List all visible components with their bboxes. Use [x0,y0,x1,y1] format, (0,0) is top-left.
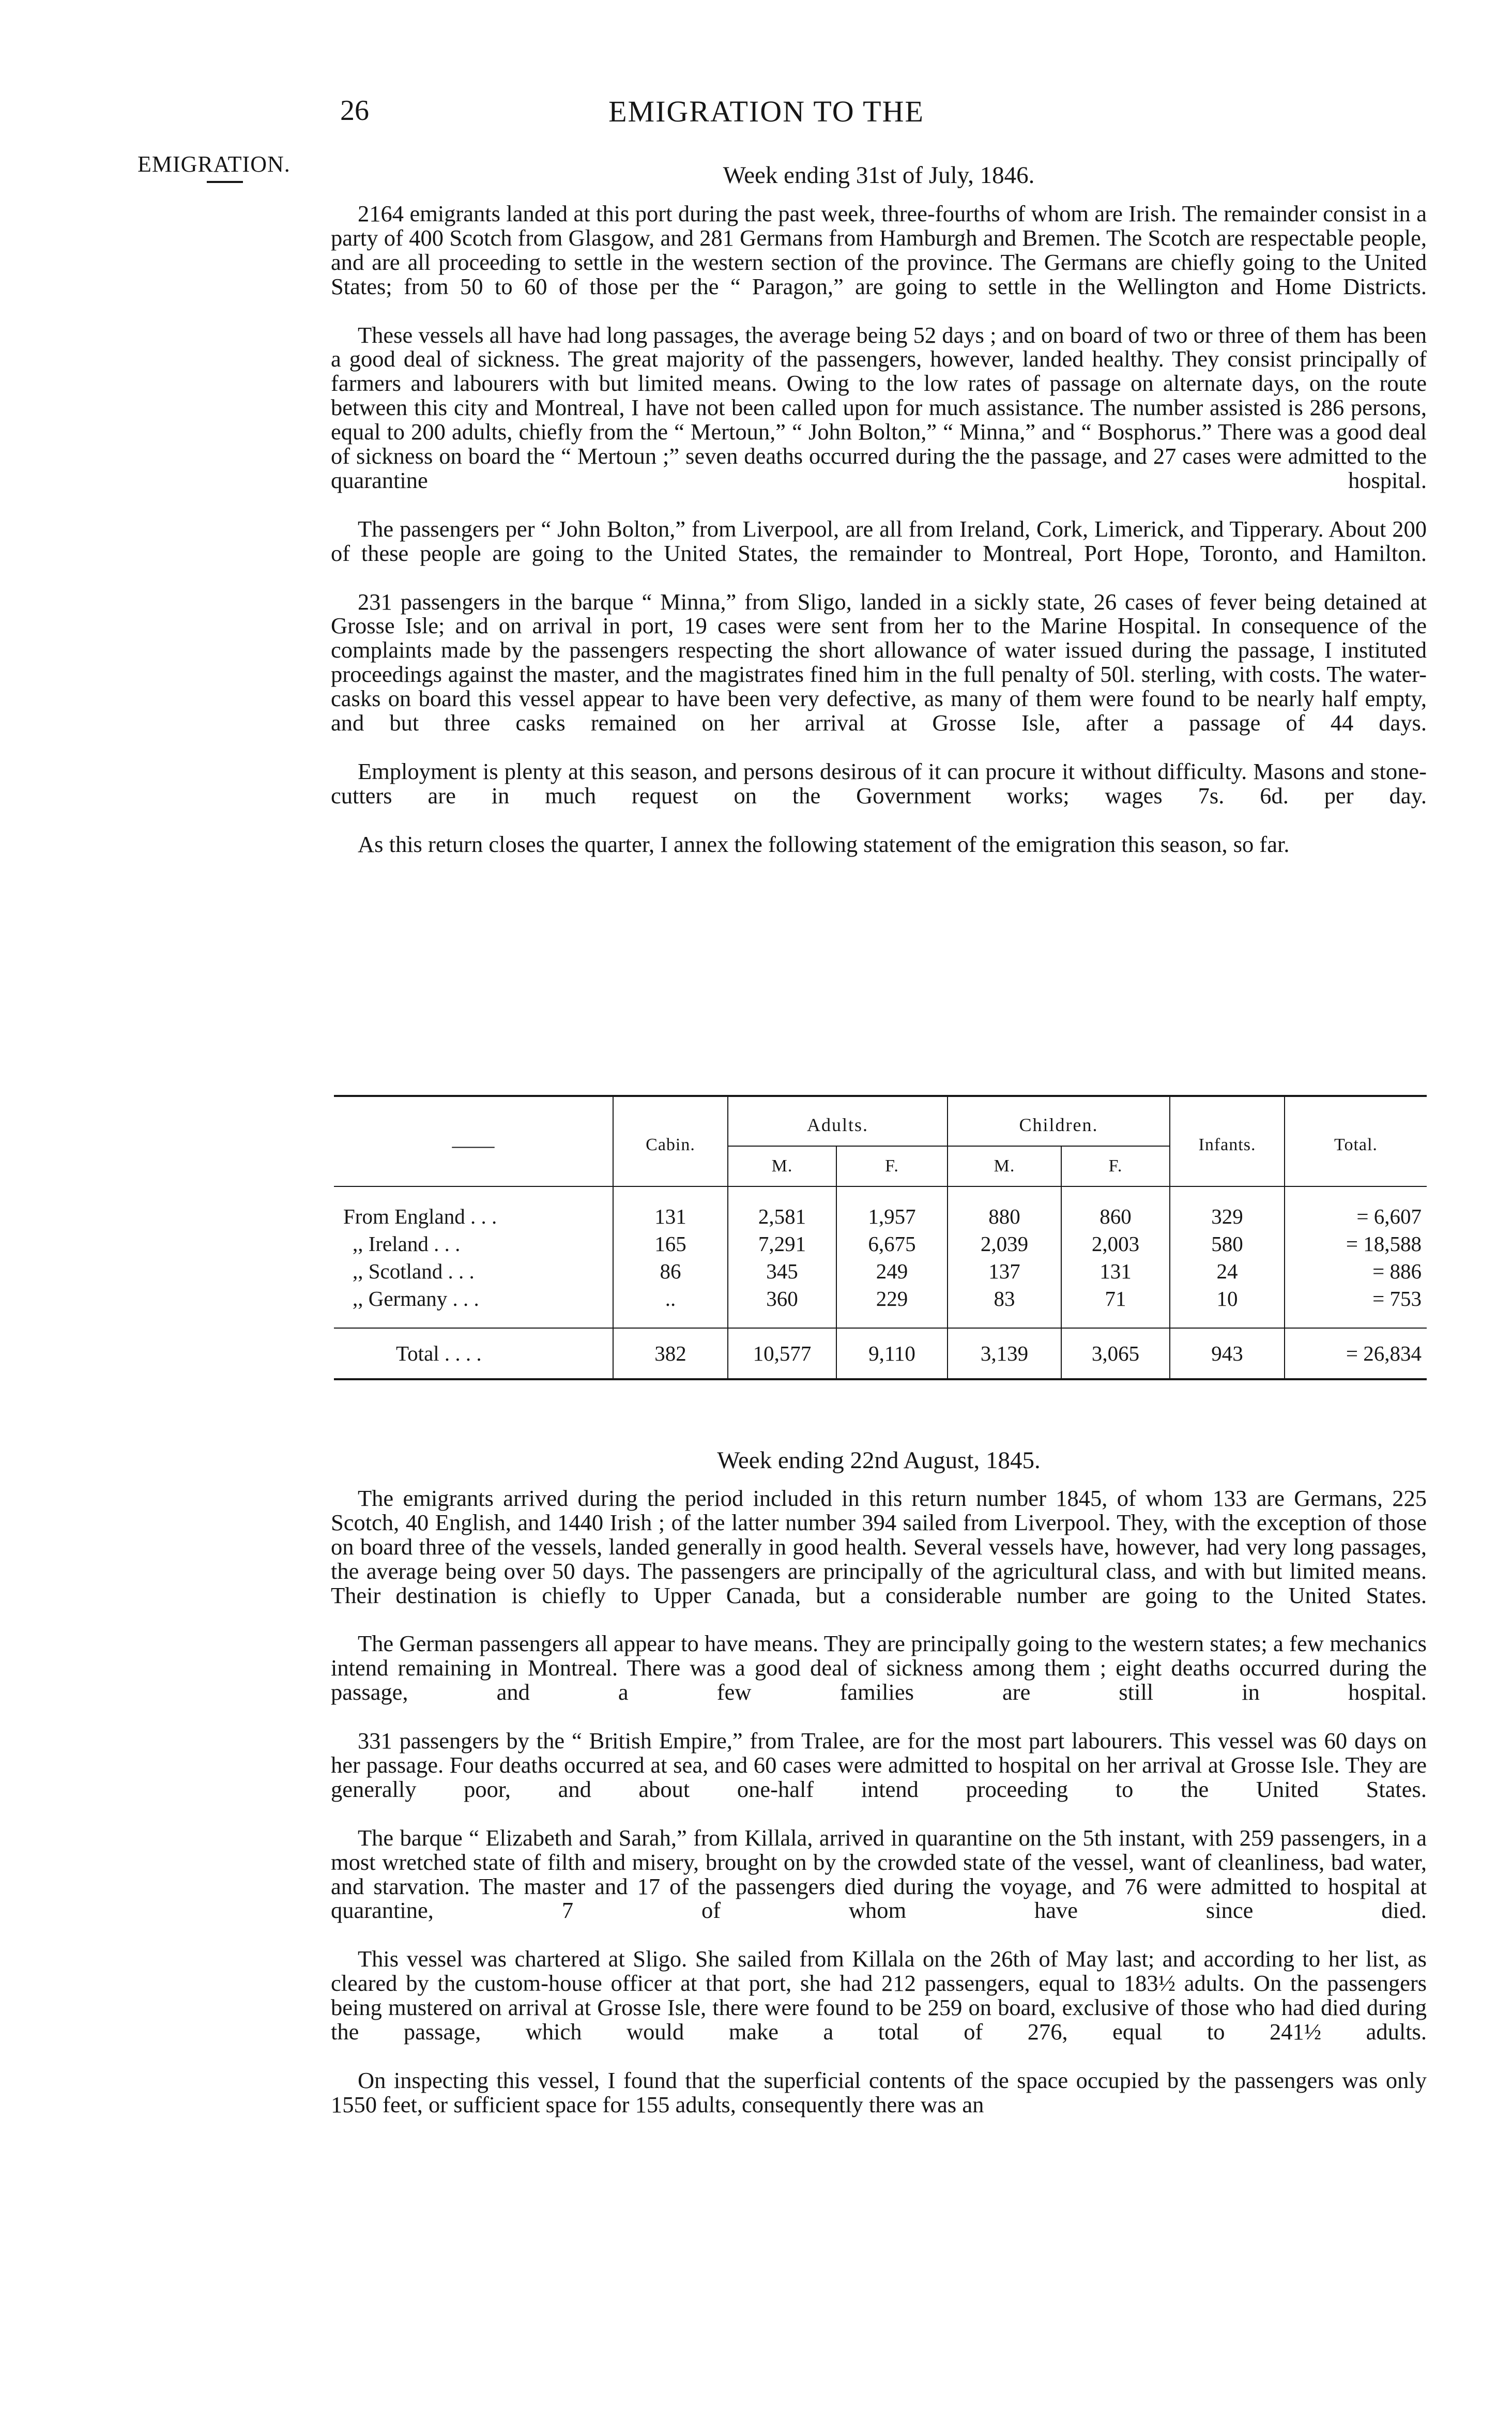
infants-cell: 10 [1170,1285,1285,1312]
paragraph: 331 passengers by the “ British Empire,” from Tralee, are for the most part labourers. This vessel was 60 days on her passage. Four deaths occurred at sea, and 60 cases were admitted to hospital on her arrival at Grosse Isle. They are generally poor, and about one-half intend proceeding to the United States. [331,1728,1427,1802]
section-july-1846-body [331,202,1427,856]
row-label: ,, Ireland . . . [353,1231,461,1256]
children-male-total: 3,139 [948,1328,1061,1379]
table-row [334,1285,1427,1312]
children-male-cell: 83 [948,1285,1061,1312]
cabin-cell: .. [613,1285,728,1312]
adults-male-total: 10,577 [728,1328,836,1379]
total-cell: = 6,607 [1285,1202,1427,1230]
children-female-cell: 860 [1061,1202,1170,1230]
children-male-cell: 2,039 [948,1230,1061,1257]
table-row [334,1230,1427,1257]
adults-female-total: 9,110 [836,1328,948,1379]
adults-male-cell: 345 [728,1257,836,1285]
cabin-cell: 131 [613,1202,728,1230]
stub-header: —— [452,1133,495,1157]
cabin-cell: 86 [613,1257,728,1285]
row-label: ,, Germany . . . [353,1286,479,1310]
paragraph: The passengers per “ John Bolton,” from Liverpool, are all from Ireland, Cork, Limerick, and Tipperary. About 200 of these people are going to the United States, the remainder to Montreal, Port Hope, Toronto, and Hamilton. [331,515,1427,566]
adults-female-header: F. [836,1146,948,1186]
total-row-label: Total . . . . [334,1328,613,1379]
adults-male-header: M. [728,1146,836,1186]
adults-male-cell: 7,291 [728,1230,836,1257]
adults-header: Adults. [728,1097,948,1146]
paragraph: As this return closes the quarter, I annex the following statement of the emigration this season, so far. [358,831,1290,857]
table-row [334,1202,1427,1230]
paragraph: These vessels all have had long passages, the average being 52 days ; and on board of two or three of them has been a good deal of sickness. The great majority of the passengers, however, landed healthy. They consist principally of farmers and labourers with but limited means. Owing to the low rates of passage on alternate days, on the route between this city and Montreal, I have not been called upon for much assistance. The number assisted is 286 persons, equal to 200 adults, chiefly from the “ Mertoun,” “ John Bolton,” “ Minna,” and “ Bosphorus.” There was a good deal of sickness on board the “ Mertoun ;” seven deaths occurred during the the passage, and 27 cases were admitted to the quarantine hospital. [331,322,1427,493]
total-row [334,1328,1427,1379]
paragraph: The emigrants arrived during the period included in this return number 1845, of whom 133 are Germans, 225 Scotch, 40 English, and 1440 Irish ; of the latter number 394 sailed from Liverpool. They, with the exception of those on board three of the vessels, landed generally in good health. Several vessels have, however, had very long passages, the average being over 50 days. The passengers are principally of the agricultural class, and with but limited means. Their destination is chiefly to Upper Canada, but a considerable number are going to the United States. [331,1485,1427,1608]
infants-cell: 24 [1170,1257,1285,1285]
infants-total: 943 [1170,1328,1285,1379]
total-cell: = 886 [1285,1257,1427,1285]
total-cell: = 753 [1285,1285,1427,1312]
paragraph: 2164 emigrants landed at this port during the past week, three-fourths of whom are Irish. The remainder consist in a party of 400 Scotch from Glasgow, and 281 Germans from Hamburgh and Bremen. The Scotch are respectable people, and are all proceeding to settle in the western section of the province. The Germans are chiefly going to the United States; from 50 to 60 of those per the “ Paragon,” are going to settle in the Wellington and Home Districts. [331,201,1427,299]
emigration-statement-table [334,1095,1427,1380]
cabin-header: Cabin. [613,1097,728,1186]
paragraph: On inspecting this vessel, I found that the superficial contents of the space occupied by the passengers was only 1550 feet, or sufficient space for 155 adults, consequently there was an [331,2067,1427,2117]
children-female-header: F. [1061,1146,1170,1186]
section-heading-august-1845: Week ending 22nd August, 1845. [717,1447,1041,1474]
paragraph: Employment is plenty at this season, and persons desirous of it can procure it without difficulty. Masons and stone-cutters are in much request on the Government works; wages 7s. 6d. per day. [331,758,1427,809]
adults-female-cell: 249 [836,1257,948,1285]
paragraph: The barque “ Elizabeth and Sarah,” from Killala, arrived in quarantine on the 5th instant, with 259 passengers, in a most wretched state of filth and misery, brought on by the crowded state of the vessel, want of cleanliness, bad water, and starvation. The master and 17 of the passengers died during the voyage, and 76 were admitted to hospital at quarantine, 7 of whom have since died. [331,1824,1427,1924]
paragraph: 231 passengers in the barque “ Minna,” from Sligo, landed in a sickly state, 26 cases of fever being detained at Grosse Isle; and on arrival in port, 19 cases were sent from her to the Marine Hospital. In consequence of the complaints made by the passengers respecting the short allowance of water issued during the passage, I instituted proceedings against the master, and the magistrates fined him in the full penalty of 50l. sterling, with costs. The water-casks on board this vessel appear to have been very defective, as many of them were found to be nearly half empty, and but three casks remained on her arrival at Grosse Isle, after a passage of 44 days. [331,588,1427,736]
adults-female-cell: 1,957 [836,1202,948,1230]
row-label: ,, Scotland . . . [353,1259,475,1283]
paragraph: The German passengers all appear to have means. They are principally going to the western states; a few mechanics intend remaining in Montreal. There was a good deal of sickness among them ; eight deaths occurred during the passage, and a few families are still in hospital. [331,1630,1427,1705]
cabin-cell: 165 [613,1230,728,1257]
adults-male-cell: 360 [728,1285,836,1312]
children-male-cell: 880 [948,1202,1061,1230]
total-cell: = 18,588 [1285,1230,1427,1257]
children-female-cell: 2,003 [1061,1230,1170,1257]
infants-cell: 329 [1170,1202,1285,1230]
adults-male-cell: 2,581 [728,1202,836,1230]
adults-female-cell: 229 [836,1285,948,1312]
paragraph: This vessel was chartered at Sligo. She sailed from Killala on the 26th of May last; and according to her list, as cleared by the custom-house officer at that port, she had 212 passengers, equal to 183½ adults. On the passengers being mustered on arrival at Grosse Isle, there were found to be 259 on board, exclusive of those who had died during the passage, which would make a total of 276, equal to 241½ adults. [331,1946,1427,2045]
section-august-1845-body [331,1486,1427,2117]
infants-header: Infants. [1170,1097,1285,1186]
grand-total: = 26,834 [1285,1328,1427,1379]
section-heading-july-1846: Week ending 31st of July, 1846. [723,162,1035,189]
total-header: Total. [1285,1097,1427,1186]
running-title: EMIGRATION TO THE [608,95,924,128]
page-number: 26 [340,95,369,127]
margin-note-rule [207,181,243,183]
children-male-cell: 137 [948,1257,1061,1285]
children-male-header: M. [948,1146,1061,1186]
table-row [334,1257,1427,1285]
margin-note: EMIGRATION. [138,151,291,177]
children-female-total: 3,065 [1061,1328,1170,1379]
cabin-total: 382 [613,1328,728,1379]
children-female-cell: 71 [1061,1285,1170,1312]
children-female-cell: 131 [1061,1257,1170,1285]
infants-cell: 580 [1170,1230,1285,1257]
children-header: Children. [948,1097,1170,1146]
adults-female-cell: 6,675 [836,1230,948,1257]
row-label: From England . . . [343,1204,497,1228]
